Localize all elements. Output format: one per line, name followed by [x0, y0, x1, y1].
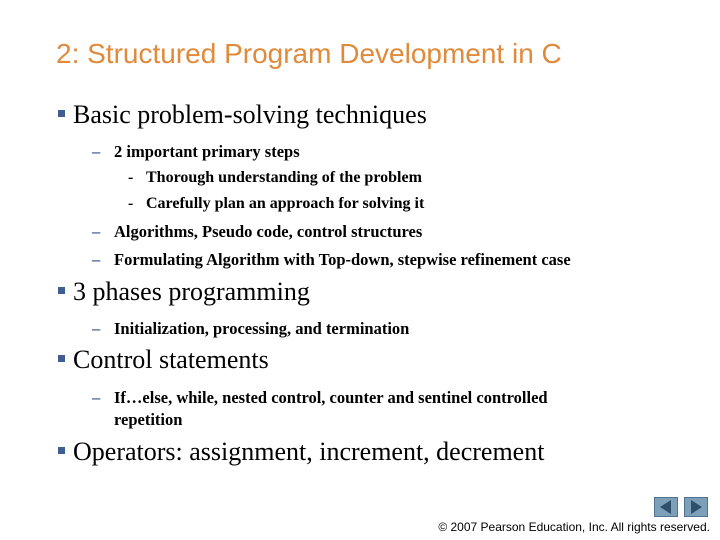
dash-marker: –	[92, 142, 101, 161]
bullet-operators	[58, 437, 544, 467]
bullet-text: 3 phases programming	[73, 277, 310, 306]
square-bullet-icon	[58, 287, 65, 294]
sub-bullet-primary-steps	[92, 142, 300, 162]
sub-bullet-text: Initialization, processing, and termination	[114, 319, 410, 338]
small-dash-marker: -	[128, 195, 134, 212]
bullet-basic-problem-solving	[58, 100, 427, 130]
dash-marker: –	[92, 319, 101, 338]
dash-marker: –	[92, 250, 101, 269]
small-dash-marker: -	[128, 169, 134, 186]
sub-bullet-text: If…else, while, nested control, counter and sentinel controlled	[114, 388, 548, 407]
sub-bullet-formulating	[92, 250, 571, 270]
sub-bullet-initialization	[92, 319, 409, 339]
bullet-text: Control statements	[73, 345, 269, 374]
slide-title: 2: Structured Program Development in C	[56, 38, 562, 69]
sub-bullet-text: 2 important primary steps	[114, 142, 300, 161]
sub-bullet-algorithms	[92, 222, 422, 242]
sub-bullet-text: Algorithms, Pseudo code, control structures	[114, 222, 423, 241]
bullet-three-phases	[58, 277, 310, 307]
copyright-footer: © 2007 Pearson Education, Inc. All rights reserved.	[438, 520, 710, 534]
sub-sub-bullet-text: Carefully plan an approach for solving it	[146, 195, 425, 212]
dash-marker: –	[92, 222, 101, 241]
sub-bullet-if-else	[92, 388, 548, 408]
sub-bullet-if-else-continuation: repetition	[114, 410, 183, 429]
dash-marker: –	[92, 388, 101, 407]
sub-sub-bullet-plan	[128, 195, 424, 213]
sub-bullet-text: Formulating Algorithm with Top-down, stepwise refinement case	[114, 250, 571, 269]
sub-sub-bullet-understanding	[128, 169, 422, 187]
previous-slide-button[interactable]	[654, 497, 678, 517]
bullet-text: Basic problem-solving techniques	[73, 100, 427, 129]
square-bullet-icon	[58, 110, 65, 117]
square-bullet-icon	[58, 447, 65, 454]
triangle-left-icon	[655, 498, 677, 516]
sub-sub-bullet-text: Thorough understanding of the problem	[146, 169, 422, 186]
bullet-control-statements	[58, 345, 269, 375]
triangle-right-icon	[685, 498, 707, 516]
next-slide-button[interactable]	[684, 497, 708, 517]
bullet-text: Operators: assignment, increment, decrement	[73, 437, 545, 466]
square-bullet-icon	[58, 355, 65, 362]
